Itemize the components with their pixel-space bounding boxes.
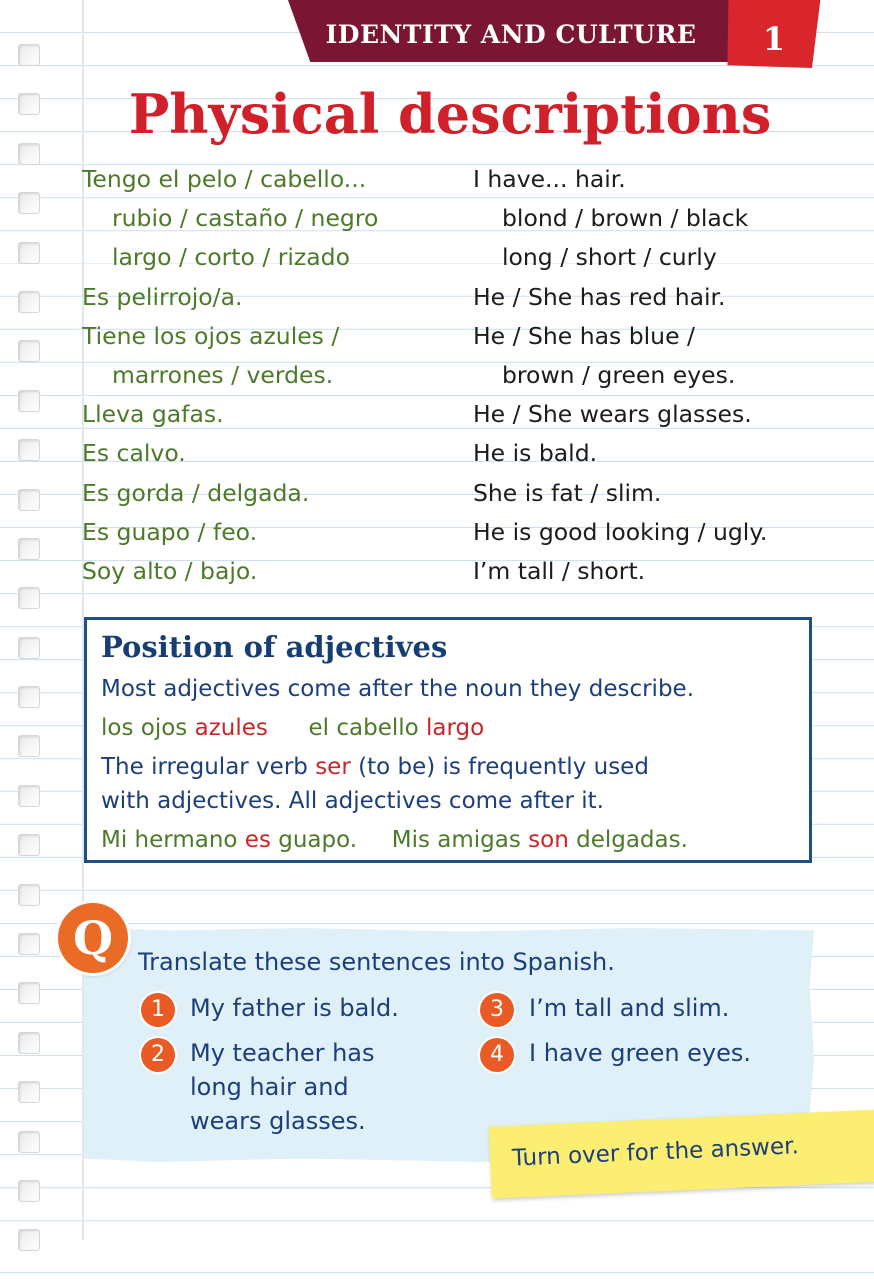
vocab-spanish: rubio / castaño / negro: [112, 204, 379, 233]
question-number-2: 2: [141, 1038, 175, 1072]
adjectives-verb-line: [101, 754, 649, 780]
vocab-spanish: Es calvo.: [82, 439, 186, 468]
punch-hole: [18, 242, 40, 264]
adjectives-example-line: [101, 715, 484, 741]
punch-hole: [18, 143, 40, 165]
question-number-4: 4: [480, 1038, 514, 1072]
punch-hole: [18, 982, 40, 1004]
vocab-spanish: Es gorda / delgada.: [82, 478, 310, 507]
question-number-3: 3: [480, 993, 514, 1027]
vocab-spanish: Tengo el pelo / cabello...: [82, 165, 367, 193]
vocab-spanish: Lleva gafas.: [82, 400, 224, 429]
notebook-holes: [18, 44, 40, 1279]
punch-hole: [18, 735, 40, 757]
punch-hole: [18, 192, 40, 214]
verb-line-end: (to be) is frequently used: [350, 754, 649, 780]
verb-line-start: The irregular verb: [101, 754, 316, 780]
question-text: My teacher has: [190, 1039, 375, 1067]
vocab-english: He is good looking / ugly.: [473, 517, 768, 546]
vocab-spanish: marrones / verdes.: [112, 360, 334, 389]
vocab-english: I’m tall / short.: [473, 556, 646, 585]
question-icon: Q: [58, 903, 128, 973]
punch-hole: [18, 785, 40, 807]
punch-hole: [18, 1229, 40, 1251]
punch-hole: [18, 686, 40, 708]
vocab-row: [82, 357, 842, 396]
adjectives-verb-line-2: with adjectives. All adjectives come after it.: [101, 788, 604, 814]
punch-hole: [18, 834, 40, 856]
question-text: My father is bald.: [190, 994, 399, 1022]
adjectives-box-title: Position of adjectives: [101, 630, 448, 664]
vocab-row: [82, 318, 842, 357]
punch-hole: [18, 1081, 40, 1103]
punch-hole: [18, 291, 40, 313]
vocab-spanish: Es guapo / feo.: [82, 517, 258, 546]
example-adjective: azules: [194, 715, 268, 741]
punch-hole: [18, 439, 40, 461]
vocab-english: She is fat / slim.: [473, 478, 662, 507]
vocab-row: [82, 475, 842, 514]
vocab-english: I have... hair.: [473, 165, 626, 193]
vocab-row: [82, 239, 842, 278]
vocab-row: [82, 396, 842, 435]
vocab-row: [82, 279, 842, 318]
punch-hole: [18, 933, 40, 955]
question-instruction: Translate these sentences into Spanish.: [138, 948, 615, 976]
vocab-english: long / short / curly: [502, 243, 717, 272]
question-text: I have green eyes.: [529, 1039, 752, 1067]
vocab-english: He / She has blue /: [473, 321, 695, 350]
punch-hole: [18, 884, 40, 906]
question-item-2: [190, 1036, 375, 1138]
page-title: Physical descriptions: [128, 82, 772, 146]
question-text: long hair and: [190, 1073, 349, 1101]
question-text: I’m tall and slim.: [529, 994, 730, 1022]
example-phrase-start: Mis amigas: [391, 827, 529, 853]
question-number-1: 1: [141, 993, 175, 1027]
punch-hole: [18, 390, 40, 412]
vocab-row: [82, 553, 842, 592]
adjectives-box: [84, 617, 812, 863]
punch-hole: [18, 1180, 40, 1202]
vocab-spanish: Es pelirrojo/a.: [82, 282, 243, 311]
punch-hole: [18, 489, 40, 511]
vocab-english: brown / green eyes.: [502, 360, 736, 389]
vocab-spanish: Tiene los ojos azules /: [82, 321, 340, 350]
punch-hole: [18, 1032, 40, 1054]
punch-hole: [18, 44, 40, 66]
punch-hole: [18, 538, 40, 560]
question-item-4: [529, 1036, 751, 1070]
vocab-list: [82, 161, 842, 592]
example-noun: el cabello: [308, 715, 427, 741]
example-adjective: largo: [426, 715, 485, 741]
question-text: wears glasses.: [190, 1107, 366, 1135]
punch-hole: [18, 637, 40, 659]
example-phrase-start: Mi hermano: [101, 827, 245, 853]
vocab-english: He / She wears glasses.: [473, 400, 752, 429]
vocab-row: [82, 514, 842, 553]
vocab-english: blond / brown / black: [502, 204, 749, 233]
example-phrase-end: guapo.: [270, 827, 358, 853]
question-item-1: [190, 991, 399, 1025]
vocab-row: [82, 435, 842, 474]
example-noun: los ojos: [101, 715, 195, 741]
section-number: 1: [762, 20, 786, 58]
example-phrase-end: delgadas.: [568, 827, 688, 853]
question-item-3: [529, 991, 729, 1025]
punch-hole: [18, 340, 40, 362]
punch-hole: [18, 587, 40, 609]
punch-hole: [18, 1131, 40, 1153]
section-title: IDENTITY AND CULTURE: [325, 20, 697, 49]
vocab-english: He / She has red hair.: [473, 282, 726, 311]
vocab-english: He is bald.: [473, 439, 598, 468]
vocab-spanish: Soy alto / bajo.: [82, 556, 258, 585]
adjectives-example-line-2: [101, 827, 688, 853]
vocab-row: [82, 200, 842, 239]
vocab-spanish: largo / corto / rizado: [112, 243, 350, 272]
answer-note-text: Turn over for the answer.: [511, 1133, 800, 1172]
adjectives-rule-line: Most adjectives come after the noun they describe.: [101, 676, 695, 702]
example-verb: son: [528, 827, 569, 853]
verb-ser: ser: [315, 754, 351, 780]
example-verb: es: [244, 827, 271, 853]
vocab-row: [82, 161, 842, 200]
